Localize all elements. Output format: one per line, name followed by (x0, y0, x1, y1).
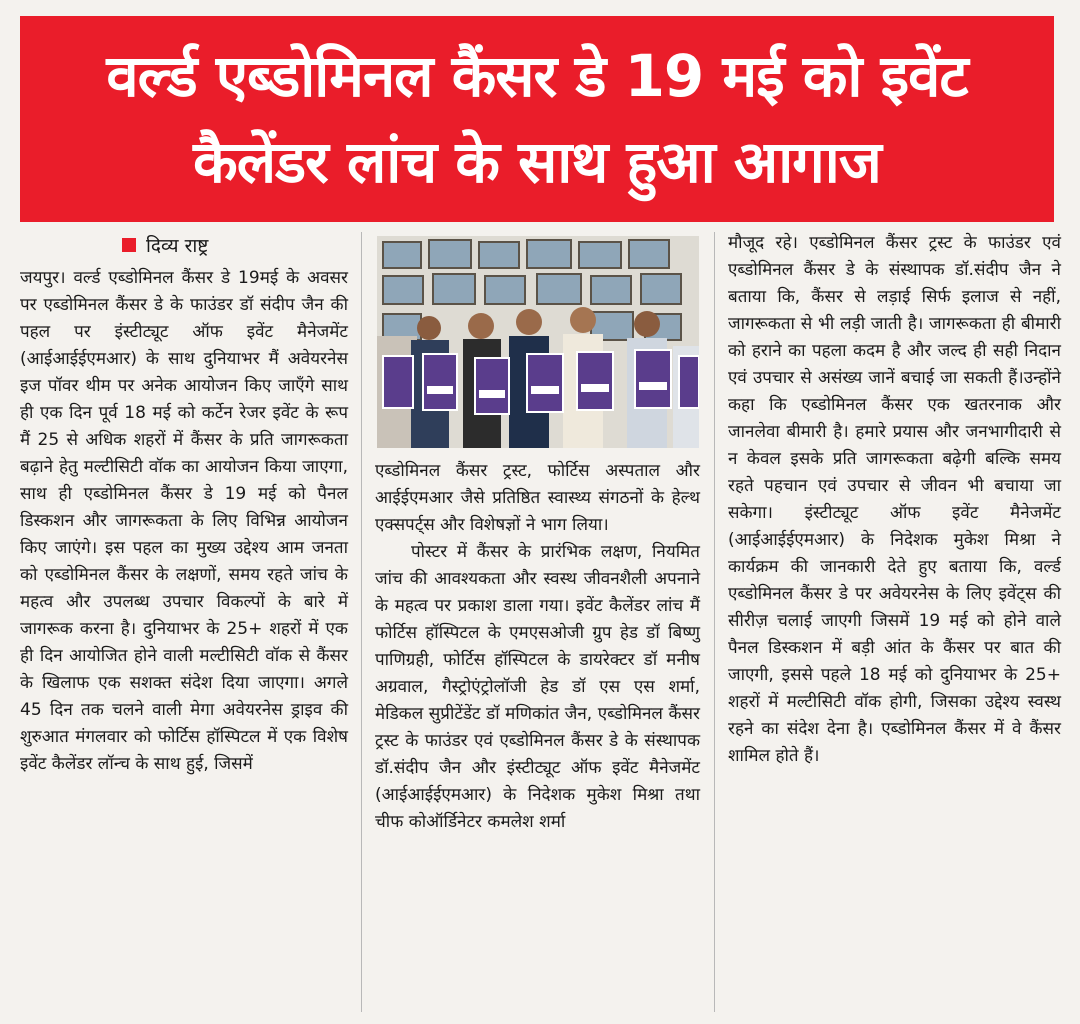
article-paragraph: एब्डोमिनल कैंसर ट्रस्ट, फोर्टिस अस्पताल और आईईएमआर जैसे प्रतिष्ठित स्वास्थ्य संगठनों के हेल्थ एक्सपर्ट्स और विशेषज्ञों ने भाग लिया। (375, 461, 700, 535)
article-column-1 (20, 265, 348, 778)
column-divider (361, 232, 362, 1012)
source-square-icon (122, 238, 136, 252)
headline-line-2: कैलेंडर लांच के साथ हुआ आगाज (193, 128, 881, 196)
source-label (122, 232, 208, 258)
headline-banner (20, 16, 1054, 222)
event-photo-image (377, 236, 699, 448)
article-column-2 (375, 458, 700, 836)
event-photo (377, 236, 699, 448)
headline-line-1: वर्ल्ड एब्डोमिनल कैंसर डे 19 मई को इवेंट (106, 42, 968, 110)
article-paragraph: पोस्टर में कैंसर के प्रारंभिक लक्षण, नियमित जांच की आवश्यकता और स्वस्थ जीवनशैली अपनाने के महत्व पर प्रकाश डाला गया। इवेंट कैलेंडर लांच मैं फोर्टिस हॉस्पिटल के एमएसओजी ग्रुप हेड डॉ बिष्णु पाणिग्रही, फोर्टिस हॉस्पिटल के डायरेक्टर डॉ मनीष अग्रवाल, गैस्ट्रोएंट्रोलॉजी हेड डॉ एस एस शर्मा, मेडिकल सुप्रीटेंडेंट डॉ मणिकांत जैन, एब्डोमिनल कैंसर ट्रस्ट के फाउंडर एवं एब्डोमिनल कैंसर डे के संस्थापक डॉ.संदीप जैन और इंस्टीट्यूट ऑफ इवेंट मैनेजमेंट (आईआईईएमआर) के निदेशक मुकेश मिश्रा तथा चीफ कोऑर्डिनेटर कमलेश शर्मा (375, 542, 700, 832)
article-paragraph: मौजूद रहे। एब्डोमिनल कैंसर ट्रस्ट के फाउंडर एवं एब्डोमिनल कैंसर डे के संस्थापक डॉ.संदीप जैन ने बताया कि, कैंसर से लड़ाई सिर्फ इलाज से नहीं, जागरूकता से भी लड़ी जाती है। जागरूकता ही बीमारी को हराने का पहला कदम है और जल्द ही सही निदान एवं उपचार से असंख्य जानें बचाई जा सकती हैं।उन्होंने कहा कि एब्डोमिनल कैंसर एक खतरनाक और जानलेवा बीमारी है। हमारे प्रयास और जनभागीदारी से न केवल इसके प्रति जागरूकता बढ़ेगी बल्कि समय रहते पहचान एवं उपचार से जीवन भी बचाया जा सकेगा। इंस्टीट्यूट ऑफ इवेंट मैनेजमेंट (आईआईईएमआर) के निदेशक मुकेश मिश्रा ने कार्यक्रम की जानकारी देते हुए बताया कि, वर्ल्ड एब्डोमिनल कैंसर डे पर अवेयरनेस के लिए इवेंट्स की सीरीज़ चलाई जाएगी जिसमें 19 मई को होने वाले पैनल डिस्कशन में बड़ी आंत के कैंसर पर बात की जाएगी, इससे पहले 18 मई को दुनियाभर के 25+ शहरों में मल्टीसिटी वॉक होगी, जिसका उद्देश्य स्वस्थ रहने का संदेश देना है। एब्डोमिनल कैंसर में वे कैंसर शामिल होते हैं। (728, 233, 1061, 766)
article-paragraph: जयपुर। वर्ल्ड एब्डोमिनल कैंसर डे 19मई के अवसर पर एब्डोमिनल कैंसर डे के फाउंडर डॉ संदीप जैन की पहल पर इंस्टीट्यूट ऑफ इवेंट मैनेजमेंट (आईआईईएमआर) के साथ दुनियाभर मैं अवेयरनेस इज पॉवर थीम पर अनेक आयोजन किए जाएँगे साथ ही एक दिन पूर्व 18 मई को कर्टेन रेजर इवेंट के रूप मैं 25 से अधिक शहरों में कैंसर के प्रति जागरूकता बढ़ाने हेतु मल्टीसिटी वॉक का आयोजन किया जाएगा, साथ ही एब्डोमिनल कैंसर डे 19 मई को पैनल डिस्कशन और जागरूकता के लिए विभिन्न आयोजन किए जाएंगे। इस पहल का मुख्य उद्देश्य आम जनता को एब्डोमिनल कैंसर के लक्षणों, समय रहते जांच के महत्व और उपलब्ध उपचार विकल्पों के बारे में जागरूक करना है। दुनियाभर के 25+ शहरों में एक ही दिन आयोजित होने वाली मल्टीसिटी वॉक से कैंसर के खिलाफ एक सशक्त संदेश दिया जाएगा। अगले 45 दिन तक चलने वाली मेगा अवेयरनेस ड्राइव की शुरुआत मंगलवार को फोर्टिस हॉस्पिटल में एक विशेष इवेंट कैलेंडर लॉन्च के साथ हुई, जिसमें (20, 268, 348, 774)
source-name: दिव्य राष्ट्र (146, 235, 209, 257)
article-column-3 (728, 230, 1061, 770)
column-divider (714, 232, 715, 1012)
